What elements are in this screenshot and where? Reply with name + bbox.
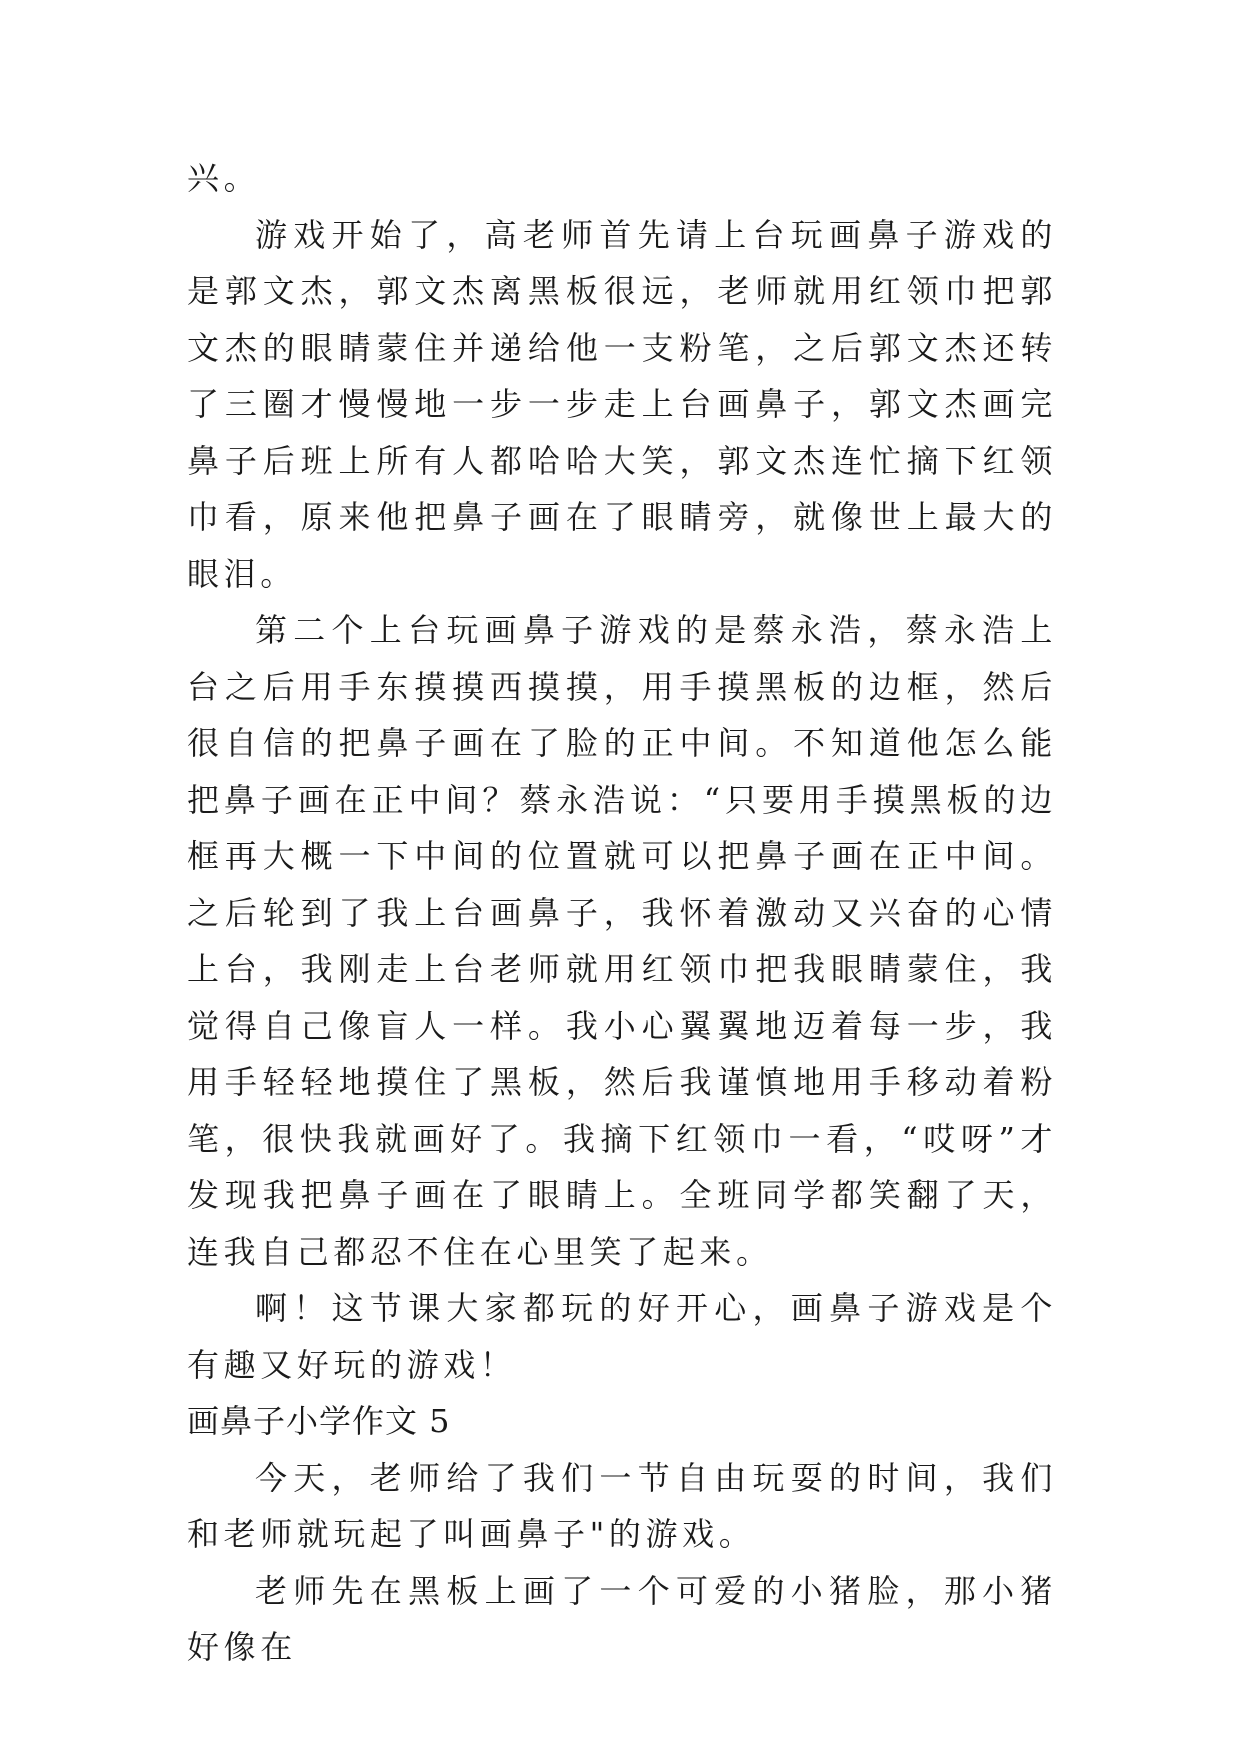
- document-body: [187, 150, 1057, 1676]
- paragraph: 今天，老师给了我们一节自由玩耍的时间，我们和老师就玩起了叫画鼻子"的游戏。: [187, 1458, 1057, 1553]
- paragraph: 第二个上台玩画鼻子游戏的是蔡永浩，蔡永浩上台之后用手东摸摸西摸摸，用手摸黑板的边框，然后很自信的把鼻子画在了脸的正中间。不知道他怎么能把鼻子画在正中间？蔡永浩说：“只要用手摸黑板的边框再大概一下中间的位置就可以把鼻子画在正中间。之后轮到了我上台画鼻子，我怀着激动又兴奋的心情上台，我刚走上台老师就用红领巾把我眼睛蒙住，我觉得自己像盲人一样。我小心翼翼地迈着每一步，我用手轻轻地摸住了黑板，然后我谨慎地用手移动着粉笔，很快我就画好了。我摘下红领巾一看，“哎呀”才发现我把鼻子画在了眼睛上。全班同学都笑翻了天，连我自己都忍不住在心里笑了起来。: [187, 611, 1057, 1271]
- paragraph: 游戏开始了，高老师首先请上台玩画鼻子游戏的是郭文杰，郭文杰离黑板很远，老师就用红领巾把郭文杰的眼睛蒙住并递给他一支粉笔，之后郭文杰还转了三圈才慢慢地一步一步走上台画鼻子，郭文杰画完鼻子后班上所有人都哈哈大笑，郭文杰连忙摘下红领巾看，原来他把鼻子画在了眼睛旁，就像世上最大的眼泪。: [187, 215, 1057, 593]
- paragraph: 啊！这节课大家都玩的好开心，画鼻子游戏是个有趣又好玩的游戏！: [187, 1289, 1057, 1384]
- paragraph: 兴。: [187, 159, 261, 197]
- paragraph: 老师先在黑板上画了一个可爱的小猪脸，那小猪好像在: [187, 1571, 1057, 1666]
- section-heading: 画鼻子小学作文 5: [187, 1402, 451, 1440]
